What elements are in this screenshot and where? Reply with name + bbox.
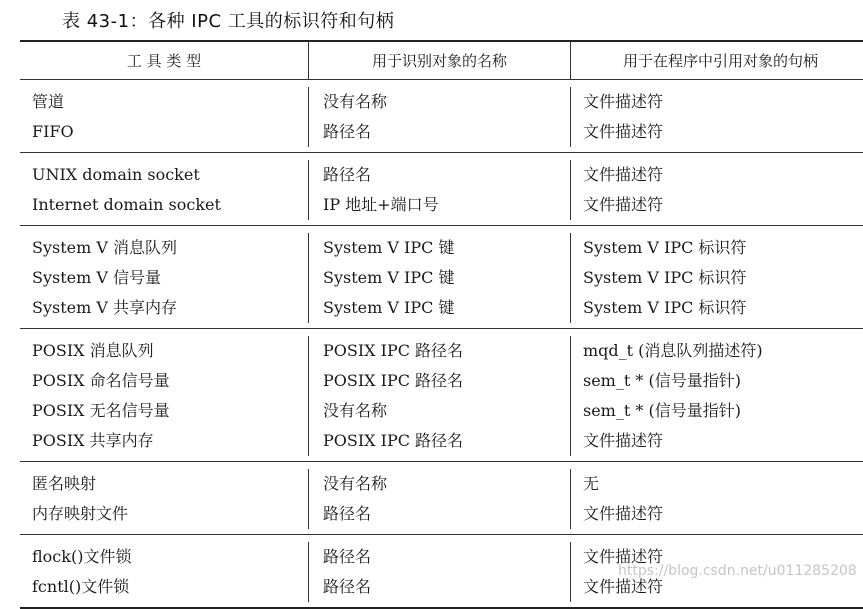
tool-type-cell: POSIX 命名信号量	[32, 371, 170, 390]
identifier-name-cell: IP 地址+端口号	[323, 195, 439, 214]
identifier-name-cell: System V IPC 键	[323, 298, 455, 317]
handle-cell: System V IPC 标识符	[583, 238, 747, 257]
identifier-name-cell: 路径名	[323, 504, 372, 523]
handle-cell: 文件描述符	[583, 195, 664, 214]
watermark: https://blog.csdn.net/u011285208	[618, 563, 857, 579]
handle-cell: 文件描述符	[583, 92, 664, 111]
handle-cell: 文件描述符	[583, 547, 664, 566]
identifier-name-cell: 路径名	[323, 165, 372, 184]
header-handle: 用于在程序中引用对象的句柄	[570, 42, 863, 79]
row-group	[20, 153, 863, 226]
tool-type-cell: fcntl()文件锁	[32, 577, 130, 596]
tool-type-cell: POSIX 共享内存	[32, 431, 154, 450]
handle-cell: sem_t * (信号量指针)	[583, 371, 741, 390]
tool-type-cell: System V 信号量	[32, 268, 162, 287]
tool-type-cell: 管道	[32, 92, 65, 111]
header-identifier-name: 用于识别对象的名称	[308, 42, 570, 79]
group-column	[20, 469, 308, 529]
row-group	[20, 329, 863, 462]
handle-cell: 文件描述符	[583, 165, 664, 184]
tool-type-cell: POSIX 消息队列	[32, 341, 154, 360]
group-column	[308, 160, 570, 220]
table-caption: 表 43-1：各种 IPC 工具的标识符和句柄	[62, 11, 395, 32]
group-column	[570, 87, 863, 147]
handle-cell: 文件描述符	[583, 431, 664, 450]
group-column	[20, 160, 308, 220]
row-group	[20, 462, 863, 535]
identifier-name-cell: 路径名	[323, 547, 372, 566]
tool-type-cell: flock()文件锁	[32, 547, 132, 566]
identifier-name-cell: 路径名	[323, 122, 372, 141]
identifier-name-cell: 没有名称	[323, 401, 388, 420]
handle-cell: 文件描述符	[583, 122, 664, 141]
identifier-name-cell: System V IPC 键	[323, 238, 455, 257]
header-tool-type: 工 具 类 型	[126, 52, 202, 70]
identifier-name-cell: System V IPC 键	[323, 268, 455, 287]
table-body	[20, 80, 863, 607]
table-header-row	[20, 42, 863, 80]
group-column	[20, 336, 308, 456]
identifier-name-cell: 没有名称	[323, 92, 388, 111]
group-column	[308, 233, 570, 323]
identifier-name-cell: POSIX IPC 路径名	[323, 371, 464, 390]
identifier-name-cell: POSIX IPC 路径名	[323, 341, 464, 360]
group-column	[308, 336, 570, 456]
identifier-name-cell: POSIX IPC 路径名	[323, 431, 464, 450]
group-column	[308, 87, 570, 147]
group-column	[570, 336, 863, 456]
tool-type-cell: System V 消息队列	[32, 238, 178, 257]
identifier-name-cell: 没有名称	[323, 474, 388, 493]
row-group	[20, 226, 863, 329]
handle-cell: System V IPC 标识符	[583, 268, 747, 287]
group-column	[570, 233, 863, 323]
identifier-name-cell: 路径名	[323, 577, 372, 596]
handle-cell: System V IPC 标识符	[583, 298, 747, 317]
group-column	[20, 87, 308, 147]
group-column	[308, 542, 570, 602]
handle-cell: 文件描述符	[583, 504, 664, 523]
ipc-identifier-table	[20, 40, 863, 609]
group-column	[308, 469, 570, 529]
tool-type-cell: UNIX domain socket	[32, 165, 200, 184]
group-column	[570, 469, 863, 529]
group-column	[20, 233, 308, 323]
tool-type-cell: POSIX 无名信号量	[32, 401, 170, 420]
tool-type-cell: System V 共享内存	[32, 298, 178, 317]
handle-cell: mqd_t (消息队列描述符)	[583, 341, 763, 360]
tool-type-cell: 匿名映射	[32, 474, 97, 493]
row-group	[20, 80, 863, 153]
handle-cell: 文件描述符	[583, 577, 664, 596]
handle-cell: 无	[583, 474, 600, 493]
tool-type-cell: FIFO	[32, 122, 74, 141]
tool-type-cell: 内存映射文件	[32, 504, 129, 523]
group-column	[20, 542, 308, 602]
group-column	[570, 160, 863, 220]
handle-cell: sem_t * (信号量指针)	[583, 401, 741, 420]
tool-type-cell: Internet domain socket	[32, 195, 221, 214]
